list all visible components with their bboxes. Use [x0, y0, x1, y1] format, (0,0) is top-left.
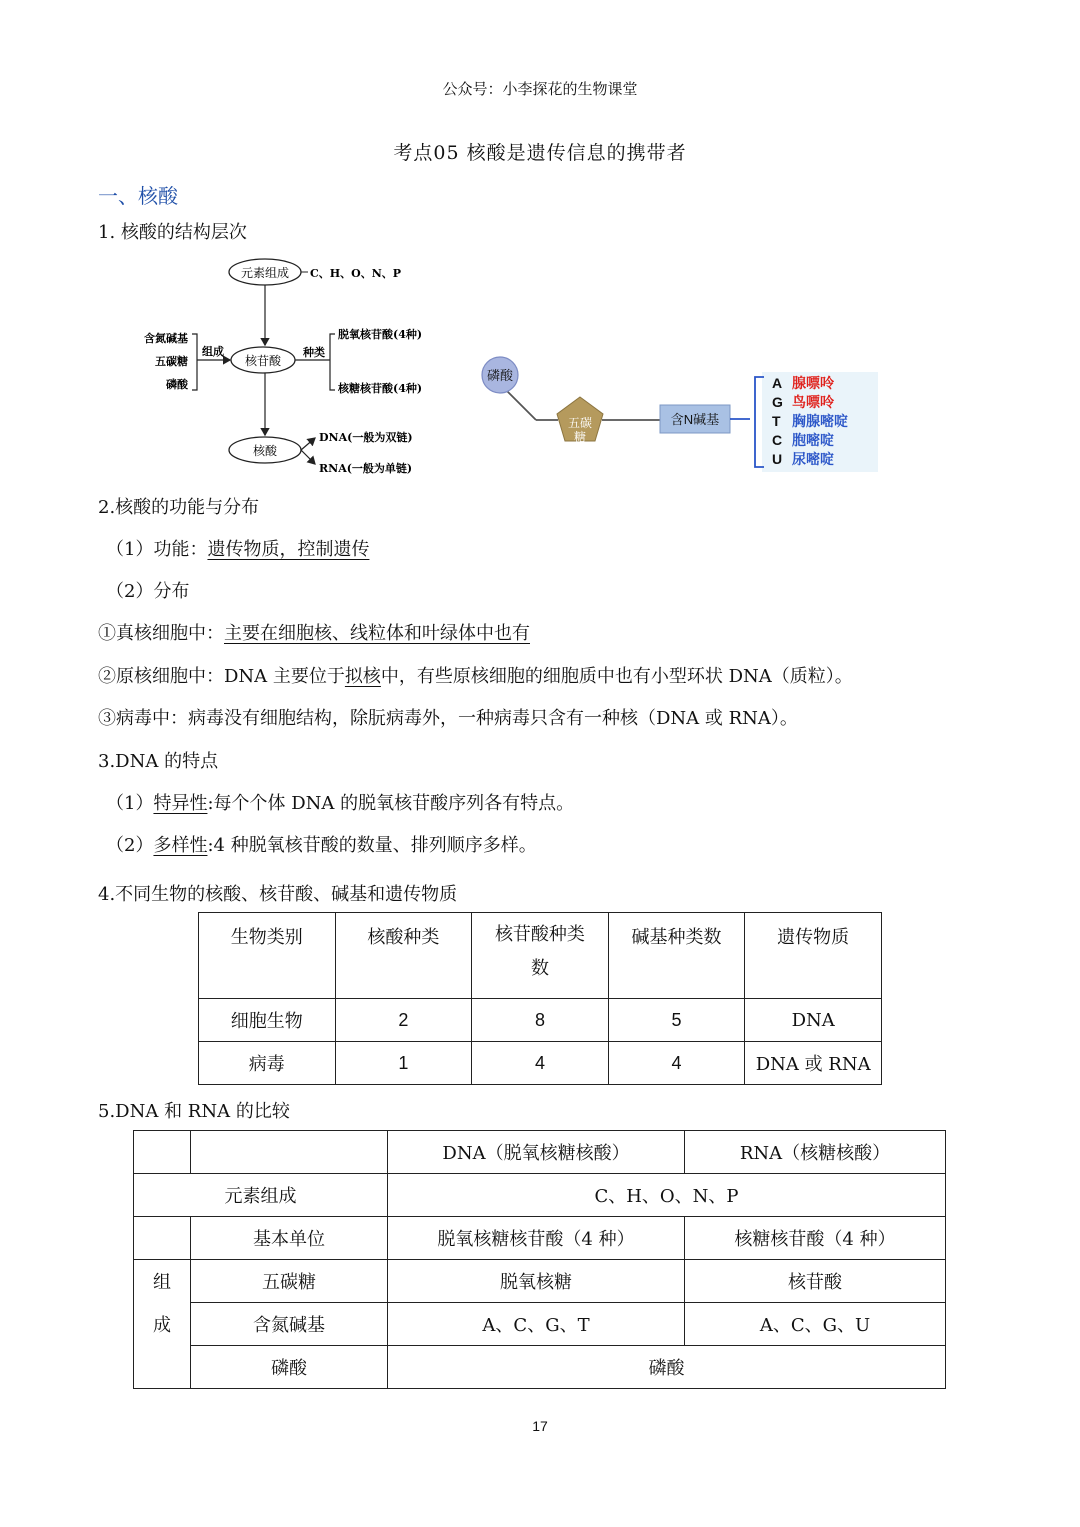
table-cell — [134, 1131, 191, 1174]
header-cell — [472, 913, 609, 999]
dist-prokaryote-a: ②原核细胞中：DNA 主要位于 — [98, 666, 345, 687]
page-number: 17 — [532, 1418, 548, 1434]
nucleotide-model — [470, 345, 890, 480]
header-cell: DNA（脱氧核糖核酸） — [388, 1131, 685, 1174]
function-prefix: （1）功能： — [106, 539, 208, 560]
dist-eukaryote-value: 主要在细胞核、线粒体和叶绿体中也有 — [224, 623, 530, 644]
table-cell: 4 — [608, 1042, 745, 1085]
table-row — [199, 999, 882, 1042]
function-line — [106, 535, 369, 561]
base-letter: C — [772, 432, 783, 448]
feature1-rest: :每个个体 DNA 的脱氧核苷酸序列各有特点。 — [207, 793, 575, 814]
table-cell: 4 — [472, 1042, 609, 1085]
page-header: 公众号：小李探花的生物课堂 — [442, 80, 638, 98]
table-cell: 含氮碱基 — [191, 1303, 388, 1346]
element-label: 元素组成 — [240, 266, 290, 280]
base-name: 腺嘌呤 — [792, 375, 834, 391]
table-cell: 8 — [472, 999, 609, 1042]
table-cell — [191, 1131, 388, 1174]
feature1-prefix: （1） — [106, 793, 154, 814]
table-row — [134, 1346, 946, 1389]
base-letter: G — [772, 394, 783, 410]
base-name: 胞嘧啶 — [792, 432, 834, 448]
table-cell: A、C、G、T — [388, 1303, 685, 1346]
base-name: 鸟嘌呤 — [792, 394, 834, 410]
table-cell: 磷酸 — [191, 1346, 388, 1389]
heading-structure: 1. 核酸的结构层次 — [98, 222, 247, 243]
table-cell: 五碳糖 — [191, 1260, 388, 1303]
dna-type: DNA(一般为双链) — [319, 431, 413, 444]
elements-list: C、H、O、N、P — [310, 267, 402, 280]
ribo-nucleotide: 核糖核苷酸(4种) — [338, 382, 423, 395]
heading-dna-rna-compare: 5.DNA 和 RNA 的比较 — [98, 1101, 290, 1122]
feature1-term: 特异性 — [153, 793, 208, 814]
dist-prokaryote — [98, 662, 853, 688]
structure-diagram — [120, 252, 450, 482]
table-cell: 病毒 — [199, 1042, 336, 1085]
table-cell: C、H、O、N、P — [388, 1174, 946, 1217]
table-cell: 组 — [134, 1260, 191, 1303]
table-header-row — [134, 1131, 946, 1174]
table-cell: 基本单位 — [191, 1217, 388, 1260]
table-cell: 脱氧核糖核苷酸（4 种） — [388, 1217, 685, 1260]
table-cell: DNA 或 RNA — [745, 1042, 882, 1085]
base-letter: A — [772, 375, 783, 391]
header-cell: 核酸种类 — [335, 913, 472, 999]
table-cell: 成 — [134, 1303, 191, 1346]
dist-prokaryote-ul: 拟核 — [344, 666, 381, 687]
base-label: 含N碱基 — [670, 412, 720, 427]
component-base: 含氮碱基 — [144, 332, 188, 345]
heading-function: 2.核酸的功能与分布 — [98, 497, 260, 518]
base-name: 胸腺嘧啶 — [792, 413, 848, 429]
header-cell-line: 核苷酸种类 — [494, 924, 585, 945]
deoxy-nucleotide: 脱氧核苷酸(4种) — [338, 328, 423, 341]
feature2-prefix: （2） — [106, 835, 154, 856]
heading-organism-table: 4.不同生物的核酸、核苷酸、碱基和遗传物质 — [98, 884, 458, 905]
feature-diversity — [106, 831, 537, 857]
distribution-label: （2）分布 — [106, 581, 190, 602]
table-cell: 磷酸 — [388, 1346, 946, 1389]
dist-prokaryote-b: 中，有些原核细胞的细胞质中也有小型环状 DNA（质粒）。 — [380, 666, 853, 687]
table-row — [199, 1042, 882, 1085]
table-cell — [134, 1346, 191, 1389]
label-compose: 组成 — [202, 345, 224, 358]
label-types: 种类 — [303, 346, 325, 359]
table-header-row — [199, 913, 882, 999]
function-value: 遗传物质，控制遗传 — [207, 539, 370, 560]
header-cell: 遗传物质 — [745, 913, 882, 999]
dna-rna-table — [133, 1130, 946, 1389]
base-letter: U — [772, 451, 783, 467]
page-title: 考点05 核酸是遗传信息的携带者 — [393, 142, 687, 164]
dist-eukaryote — [98, 619, 530, 645]
feature2-rest: :4 种脱氧核苷酸的数量、排列顺序多样。 — [207, 835, 537, 856]
table-cell: 5 — [608, 999, 745, 1042]
table-cell: 1 — [335, 1042, 472, 1085]
table-cell: DNA — [745, 999, 882, 1042]
header-cell: 生物类别 — [199, 913, 336, 999]
nucleic-label: 核酸 — [252, 444, 278, 458]
table-row — [134, 1174, 946, 1217]
header-cell-line: 数 — [530, 958, 549, 979]
table-cell: 元素组成 — [134, 1174, 388, 1217]
nucleotide-label: 核苷酸 — [244, 354, 282, 368]
component-sugar: 五碳糖 — [155, 355, 188, 368]
table-row — [134, 1217, 946, 1260]
table-cell: 脱氧核糖 — [388, 1260, 685, 1303]
base-letter: T — [772, 413, 781, 429]
base-name: 尿嘧啶 — [792, 451, 834, 467]
table-row — [134, 1260, 946, 1303]
table-row — [134, 1303, 946, 1346]
table-cell — [134, 1217, 191, 1260]
table-cell: 细胞生物 — [199, 999, 336, 1042]
section-heading: 一、核酸 — [98, 184, 178, 208]
rna-type: RNA(一般为单链) — [319, 462, 413, 475]
table-cell: 2 — [335, 999, 472, 1042]
dist-eukaryote-prefix: ①真核细胞中： — [98, 623, 224, 644]
header-cell: 碱基种类数 — [608, 913, 745, 999]
organism-comparison-table — [198, 912, 882, 1085]
dist-virus: ③病毒中：病毒没有细胞结构，除朊病毒外，一种病毒只含有一种核（DNA 或 RNA）。 — [98, 708, 798, 729]
sugar-label-2: 糖 — [573, 430, 587, 444]
table-cell: A、C、G、U — [685, 1303, 946, 1346]
phosphate-label: 磷酸 — [486, 368, 514, 383]
table-cell: 核糖核苷酸（4 种） — [685, 1217, 946, 1260]
header-cell: RNA（核糖核酸） — [685, 1131, 946, 1174]
heading-dna-features: 3.DNA 的特点 — [98, 751, 219, 772]
component-phosphate: 磷酸 — [166, 378, 188, 391]
feature2-term: 多样性 — [153, 835, 208, 856]
sugar-label-1: 五碳 — [567, 416, 593, 430]
table-cell: 核苷酸 — [685, 1260, 946, 1303]
feature-specificity — [106, 789, 574, 815]
